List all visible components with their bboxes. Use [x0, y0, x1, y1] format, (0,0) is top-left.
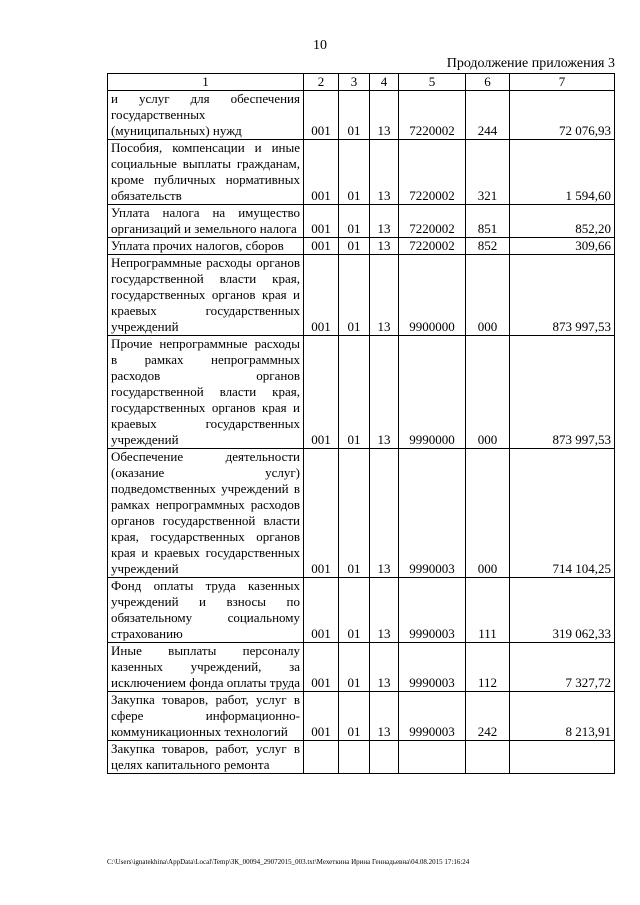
target-article-cell: 7220002 [399, 140, 466, 205]
item-name-cell: Уплата прочих налогов, сборов [108, 238, 304, 255]
code-cell: 001 [304, 255, 339, 336]
subsection-cell: 13 [370, 255, 399, 336]
header-cell: 1 [108, 74, 304, 91]
amount-cell: 7 327,72 [510, 643, 615, 692]
target-article-cell: 9990003 [399, 578, 466, 643]
table-row [108, 91, 615, 140]
item-name-cell: Уплата налога на имущество организаций и земельного налога [108, 205, 304, 238]
continuation-label: Продолжение приложения 3 [446, 56, 615, 71]
code-cell: 001 [304, 692, 339, 741]
code-cell: 001 [304, 449, 339, 578]
table-row [108, 741, 615, 774]
code-cell: 001 [304, 91, 339, 140]
amount-cell: 873 997,53 [510, 255, 615, 336]
target-article-cell: 9900000 [399, 255, 466, 336]
table-row [108, 255, 615, 336]
amount-cell: 852,20 [510, 205, 615, 238]
item-name-cell: Обеспечение деятельности (оказание услуг) подведомственных учреждений в рамках непрограммных расходов органов государственной власти края, государственных органов края и краевых государственных учреждений [108, 449, 304, 578]
subsection-cell: 13 [370, 91, 399, 140]
target-article-cell: 7220002 [399, 91, 466, 140]
section-cell: 01 [339, 578, 370, 643]
item-name-cell: Прочие непрограммные расходы в рамках непрограммных расходов органов государственной власти края, государственных органов края и краевых государственных учреждений [108, 336, 304, 449]
header-cell: 2 [304, 74, 339, 91]
amount-cell: 714 104,25 [510, 449, 615, 578]
section-cell: 01 [339, 140, 370, 205]
amount-cell: 319 062,33 [510, 578, 615, 643]
code-cell: 001 [304, 140, 339, 205]
expense-type-cell [466, 741, 510, 774]
item-name-cell: и услуг для обеспечения государственных (муниципальных) нужд [108, 91, 304, 140]
table-row [108, 140, 615, 205]
budget-table [107, 73, 615, 774]
code-cell: 001 [304, 205, 339, 238]
section-cell: 01 [339, 91, 370, 140]
section-cell: 01 [339, 238, 370, 255]
subsection-cell: 13 [370, 578, 399, 643]
section-cell: 01 [339, 692, 370, 741]
table-row [108, 205, 615, 238]
expense-type-cell: 111 [466, 578, 510, 643]
section-cell [339, 741, 370, 774]
header-cell: 5 [399, 74, 466, 91]
header-cell: 6 [466, 74, 510, 91]
table-row [108, 336, 615, 449]
amount-cell: 8 213,91 [510, 692, 615, 741]
header-cell: 7 [510, 74, 615, 91]
expense-type-cell: 000 [466, 255, 510, 336]
table-row [108, 692, 615, 741]
expense-type-cell: 244 [466, 91, 510, 140]
expense-type-cell: 852 [466, 238, 510, 255]
amount-cell [510, 741, 615, 774]
subsection-cell: 13 [370, 336, 399, 449]
file-path-footer: C:\Users\ignatekhina\AppData\Local\Temp\ЗК_00094_29072015_003.txt\Мехеткина Ирина Геннадьевна\04.08.2015 17:16:24 [107, 858, 470, 866]
expense-type-cell: 321 [466, 140, 510, 205]
item-name-cell: Закупка товаров, работ, услуг в целях капитального ремонта [108, 741, 304, 774]
expense-type-cell: 242 [466, 692, 510, 741]
subsection-cell: 13 [370, 449, 399, 578]
subsection-cell: 13 [370, 140, 399, 205]
subsection-cell [370, 741, 399, 774]
expense-type-cell: 000 [466, 449, 510, 578]
section-cell: 01 [339, 449, 370, 578]
code-cell: 001 [304, 336, 339, 449]
subsection-cell: 13 [370, 238, 399, 255]
expense-type-cell: 000 [466, 336, 510, 449]
item-name-cell: Непрограммные расходы органов государственной власти края, государственных органов края и краевых государственных учреждений [108, 255, 304, 336]
code-cell: 001 [304, 578, 339, 643]
target-article-cell: 7220002 [399, 238, 466, 255]
target-article-cell: 9990003 [399, 692, 466, 741]
code-cell: 001 [304, 238, 339, 255]
item-name-cell: Закупка товаров, работ, услуг в сфере информационно-коммуникационных технологий [108, 692, 304, 741]
code-cell: 001 [304, 643, 339, 692]
expense-type-cell: 112 [466, 643, 510, 692]
code-cell [304, 741, 339, 774]
amount-cell: 1 594,60 [510, 140, 615, 205]
target-article-cell: 9990000 [399, 336, 466, 449]
expense-type-cell: 851 [466, 205, 510, 238]
item-name-cell: Фонд оплаты труда казенных учреждений и взносы по обязательному социальному страхованию [108, 578, 304, 643]
target-article-cell: 9990003 [399, 449, 466, 578]
header-cell: 3 [339, 74, 370, 91]
amount-cell: 873 997,53 [510, 336, 615, 449]
item-name-cell: Пособия, компенсации и иные социальные выплаты гражданам, кроме публичных нормативных обязательств [108, 140, 304, 205]
target-article-cell [399, 741, 466, 774]
table-row [108, 643, 615, 692]
target-article-cell: 9990003 [399, 643, 466, 692]
table-row [108, 238, 615, 255]
amount-cell: 309,66 [510, 238, 615, 255]
section-cell: 01 [339, 336, 370, 449]
page-number: 10 [313, 38, 327, 53]
subsection-cell: 13 [370, 643, 399, 692]
section-cell: 01 [339, 643, 370, 692]
section-cell: 01 [339, 205, 370, 238]
table-row [108, 449, 615, 578]
section-cell: 01 [339, 255, 370, 336]
table-header-row [108, 74, 615, 91]
amount-cell: 72 076,93 [510, 91, 615, 140]
subsection-cell: 13 [370, 205, 399, 238]
subsection-cell: 13 [370, 692, 399, 741]
header-cell: 4 [370, 74, 399, 91]
table-row [108, 578, 615, 643]
target-article-cell: 7220002 [399, 205, 466, 238]
item-name-cell: Иные выплаты персоналу казенных учреждений, за исключением фонда оплаты труда [108, 643, 304, 692]
